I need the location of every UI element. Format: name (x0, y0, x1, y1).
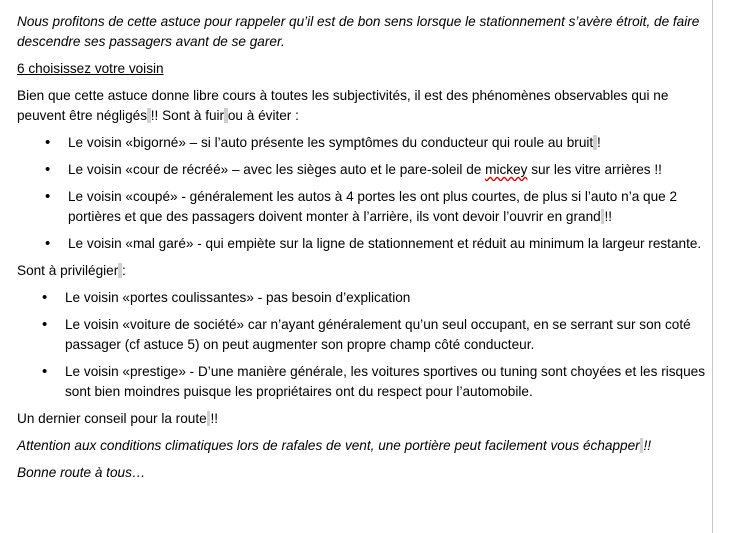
spellcheck-word: mickey (485, 162, 528, 177)
last-advice-paragraph (17, 409, 712, 429)
list-item (17, 160, 712, 180)
last-advice-text: Un dernier conseil pour la route (17, 411, 207, 426)
list-item (17, 187, 712, 227)
list-item: • Le voisin «prestige» - D’une manière générale, les voitures sportives ou tuning sont choyées et les risques sont bien moindres puisque les propriétaires ont du respect pour l’automobile. (17, 362, 712, 402)
avoid-list (17, 133, 712, 254)
list-item-text-end: ! (596, 135, 601, 150)
closing-paragraph: Bonne route à tous… (17, 465, 146, 480)
avoid-intro-paragraph (17, 86, 712, 126)
list-item: • Le voisin «portes coulissantes» - pas besoin d’explication (17, 288, 712, 308)
list-item-text: Le voisin «coupé» - généralement les autos à 4 portes les ont plus courtes, de plus si l’auto n’a que 2 portières et que des passagers doivent monter à l’arrière, ils vont devoir l’ouvrir en grand (68, 189, 678, 224)
favor-label-text: Sont à privilégier (17, 263, 119, 278)
avoid-intro-text-1: Bien que cette astuce donne libre cours à toutes les subjectivités, il est des phénomènes observables qui ne peuvent être négligés (17, 88, 669, 123)
section-heading: 6 choisissez votre voisin (17, 61, 164, 76)
avoid-intro-text-3: ou à éviter : (227, 108, 299, 123)
list-item-text: Le voisin «cour de récréé» – avec les sièges auto et le pare-soleil de (68, 162, 482, 177)
list-item-text-end: sur les vitre arrières !! (531, 162, 662, 177)
weather-paragraph (17, 436, 712, 456)
list-item-text: Le voisin «mal garé» - qui empiète sur la ligne de stationnement et réduit au minimum la largeur restante. (68, 236, 702, 251)
last-advice-end: !! (210, 411, 219, 426)
favor-list (17, 288, 712, 402)
favor-label (17, 261, 712, 281)
list-item: • Le voisin «voiture de société» car n’ayant généralement qu’un seul occupant, en se serrant sur son coté passager (cf astuce 5) on peut augmenter son propre champ côté conducteur. (17, 315, 712, 355)
list-item-text-end: !! (604, 209, 613, 224)
intro-paragraph: Nous profitons de cette astuce pour rappeler qu’il est de bon sens lorsque le stationnement s’avère étroit, de faire descendre ses passagers avant de se garer. (17, 14, 700, 49)
avoid-intro-text-2: !! Sont à fuir (150, 108, 225, 123)
list-item (17, 133, 712, 153)
favor-label-colon: : (122, 263, 126, 278)
list-item-text: Le voisin «bigorné» – si l’auto présente les symptômes du conducteur qui roule au bruit (68, 135, 594, 150)
weather-end: !! (643, 438, 652, 453)
list-item (17, 234, 712, 254)
weather-text: Attention aux conditions climatiques lors de rafales de vent, une portière peut facilement vous échapper (17, 438, 640, 453)
